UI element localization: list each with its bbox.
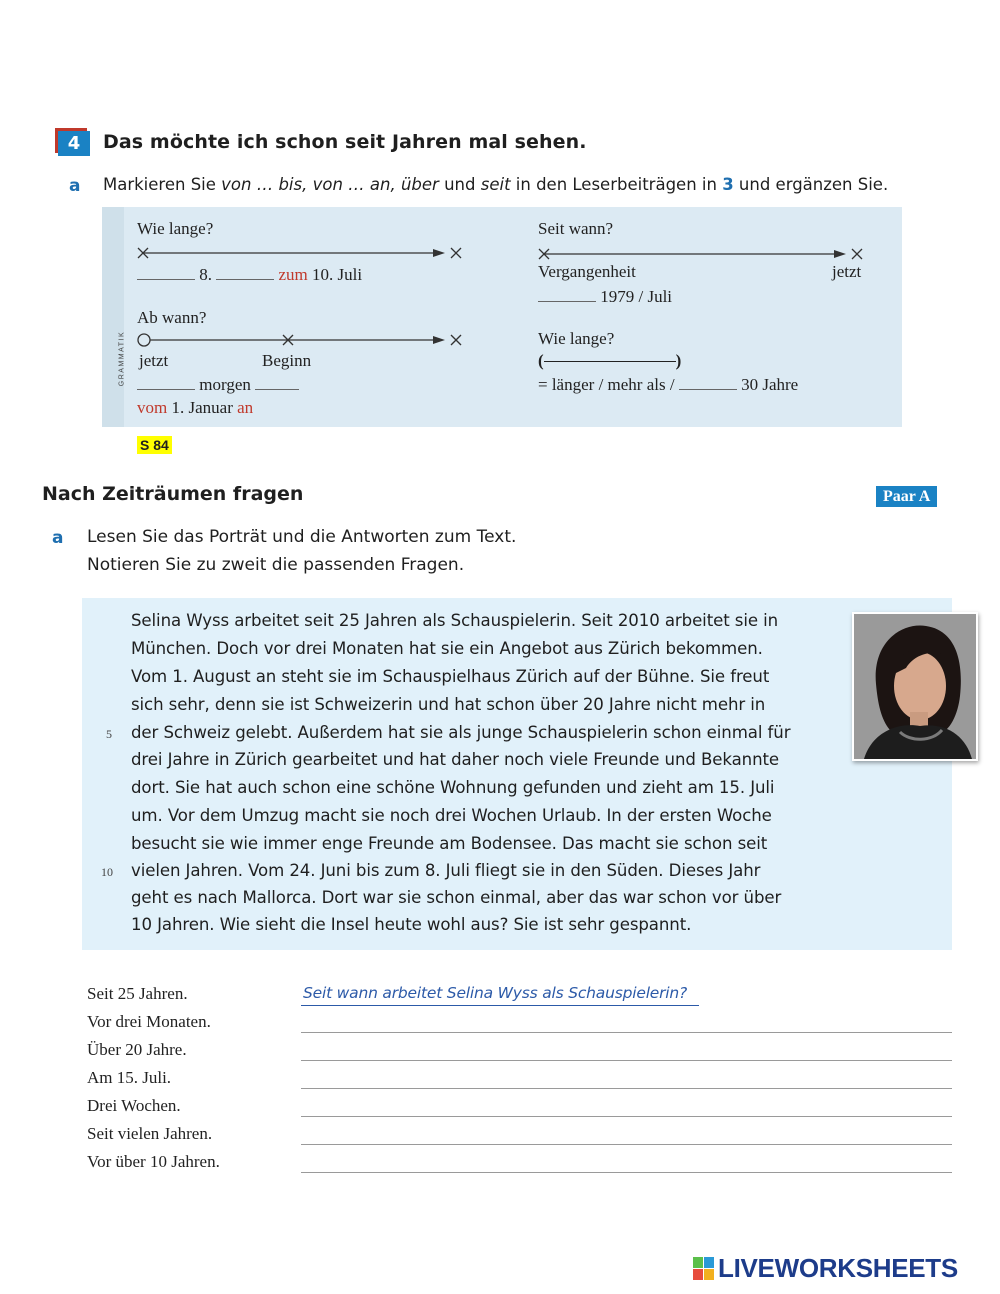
answer-prompt: Vor drei Monaten. <box>87 1012 211 1031</box>
passage-line: geht es nach Mallorca. Dort war sie schon einmal, aber das war schon vor über <box>131 888 782 907</box>
instruction-italic-seit: seit <box>480 175 511 194</box>
grammar-seit-wann-heading: Seit wann? <box>538 219 614 238</box>
timeline-von-bis <box>135 244 465 262</box>
grammar-side-label: GRAMMATIK <box>118 330 126 387</box>
bracket-open: ( <box>538 351 544 370</box>
blank-ab-2[interactable] <box>255 375 299 390</box>
word-zum: zum <box>278 265 308 284</box>
text-laenger-mehr-als: = länger / mehr als / <box>538 375 675 394</box>
task-instruction-line-2: Notieren Sie zu zweit die passenden Fragen. <box>87 555 465 575</box>
grammar-ueber-example <box>538 375 798 395</box>
timeline-label-beginn: Beginn <box>262 351 312 370</box>
date-10-juli: 10. Juli <box>312 265 363 284</box>
answer-line-5[interactable] <box>301 1116 952 1117</box>
word-an: an <box>237 398 254 417</box>
answer-line-6[interactable] <box>301 1144 952 1145</box>
bracket-close: ) <box>675 351 682 370</box>
portrait-photo-illustration <box>854 614 976 759</box>
grammar-wie-lange-heading: Wie lange? <box>137 219 214 238</box>
instruction-reference: 3 <box>722 175 734 194</box>
timeline-label-vergangenheit: Vergangenheit <box>538 262 636 281</box>
grammar-vom-an-example <box>137 398 253 418</box>
date-1-januar: 1. Januar <box>171 398 233 417</box>
instruction-part: in den Leserbeiträgen in <box>510 175 723 194</box>
answer-prompt: Seit vielen Jahren. <box>87 1124 213 1143</box>
exercise-instruction <box>103 175 888 194</box>
passage-line: der Schweiz gelebt. Außerdem hat sie als junge Schauspielerin schon einmal für <box>131 723 791 742</box>
task-a-label: a <box>52 528 64 548</box>
answer-prompt: Vor über 10 Jahren. <box>87 1152 220 1171</box>
passage-line: 10 Jahren. Wie sieht die Insel heute wohl aus? Sie ist sehr gespannt. <box>131 915 692 934</box>
pair-badge: Paar A <box>876 486 937 507</box>
timeline-label-jetzt-right: jetzt <box>832 262 862 281</box>
grammar-duration-bracket <box>538 351 681 371</box>
grammar-seit-example <box>538 287 672 307</box>
exercise-title: Das möchte ich schon seit Jahren mal sehen. <box>103 131 587 153</box>
passage-line: Vom 1. August an steht sie im Schauspielhaus Zürich auf der Bühne. Sie freut <box>131 667 770 686</box>
grammar-side-strip <box>102 207 124 427</box>
subtask-a-label: a <box>69 176 81 196</box>
passage-line: München. Doch vor drei Monaten hat sie ein Angebot aus Zürich bekommen. <box>131 639 763 658</box>
answer-prompt: Seit 25 Jahren. <box>87 984 188 1003</box>
answer-prompt: Drei Wochen. <box>87 1096 181 1115</box>
answer-line-4[interactable] <box>301 1088 952 1089</box>
line-number-5: 5 <box>106 727 112 741</box>
liveworksheets-logo-text: LIVEWORKSHEETS <box>718 1253 958 1283</box>
instruction-italic-phrases: von … bis, von … an, über <box>221 175 439 194</box>
instruction-part: Markieren Sie <box>103 175 222 194</box>
timeline-ab <box>135 331 465 349</box>
answer-line-3[interactable] <box>301 1060 952 1061</box>
liveworksheets-logo-icon <box>693 1257 715 1281</box>
section-title: Nach Zeiträumen fragen <box>42 483 304 505</box>
answer-prompt: Über 20 Jahre. <box>87 1040 187 1059</box>
exercise-number-badge: 4 <box>58 131 90 156</box>
bracket-line <box>544 351 676 362</box>
example-handwritten-answer: Seit wann arbeitet Selina Wyss als Schauspielerin? <box>303 984 688 1002</box>
passage-line: dort. Sie hat auch schon eine schöne Wohnung gefunden und zieht am 15. Juli <box>131 778 775 797</box>
year-1979-juli: 1979 / Juli <box>600 287 673 306</box>
grammar-von-bis-example <box>137 265 362 285</box>
instruction-part: und ergänzen Sie. <box>733 175 889 194</box>
text-30-jahre: 30 Jahre <box>741 375 799 394</box>
grammar-wie-lange-2-heading: Wie lange? <box>538 329 615 348</box>
date-8: 8. <box>199 265 212 284</box>
task-instruction-line-1: Lesen Sie das Porträt und die Antworten zum Text. <box>87 527 517 547</box>
blank-seit[interactable] <box>538 287 596 302</box>
instruction-part: und <box>438 175 481 194</box>
example-answer-underline <box>301 1005 699 1006</box>
page-reference-tag: S 84 <box>137 436 172 454</box>
passage-line: um. Vor dem Umzug macht sie noch drei Wochen Urlaub. In der ersten Woche <box>131 806 772 825</box>
passage-line: drei Jahre in Zürich gearbeitet und hat daher noch viele Freunde und Bekannte <box>131 750 779 769</box>
blank-bis[interactable] <box>216 265 274 280</box>
line-number-10: 10 <box>101 865 113 879</box>
passage-line: Selina Wyss arbeitet seit 25 Jahren als Schauspielerin. Seit 2010 arbeitet sie in <box>131 611 779 630</box>
grammar-ab-example <box>137 375 299 395</box>
portrait-photo <box>852 612 978 761</box>
timeline-seit <box>536 245 866 263</box>
passage-line: vielen Jahren. Vom 24. Juni bis zum 8. Juli fliegt sie in den Süden. Dieses Jahr <box>131 861 761 880</box>
word-vom: vom <box>137 398 168 417</box>
blank-ab-1[interactable] <box>137 375 195 390</box>
answer-line-2[interactable] <box>301 1032 952 1033</box>
word-morgen: morgen <box>199 375 251 394</box>
passage-line: sich sehr, denn sie ist Schweizerin und hat schon über 20 Jahre nicht mehr in <box>131 695 766 714</box>
passage-line: besucht sie wie immer enge Freunde am Bodensee. Das macht sie schon seit <box>131 834 768 853</box>
timeline-label-jetzt: jetzt <box>139 351 169 370</box>
grammar-ab-wann-heading: Ab wann? <box>137 308 207 327</box>
answer-prompt: Am 15. Juli. <box>87 1068 172 1087</box>
blank-ueber[interactable] <box>679 375 737 390</box>
blank-von[interactable] <box>137 265 195 280</box>
answer-line-7[interactable] <box>301 1172 952 1173</box>
